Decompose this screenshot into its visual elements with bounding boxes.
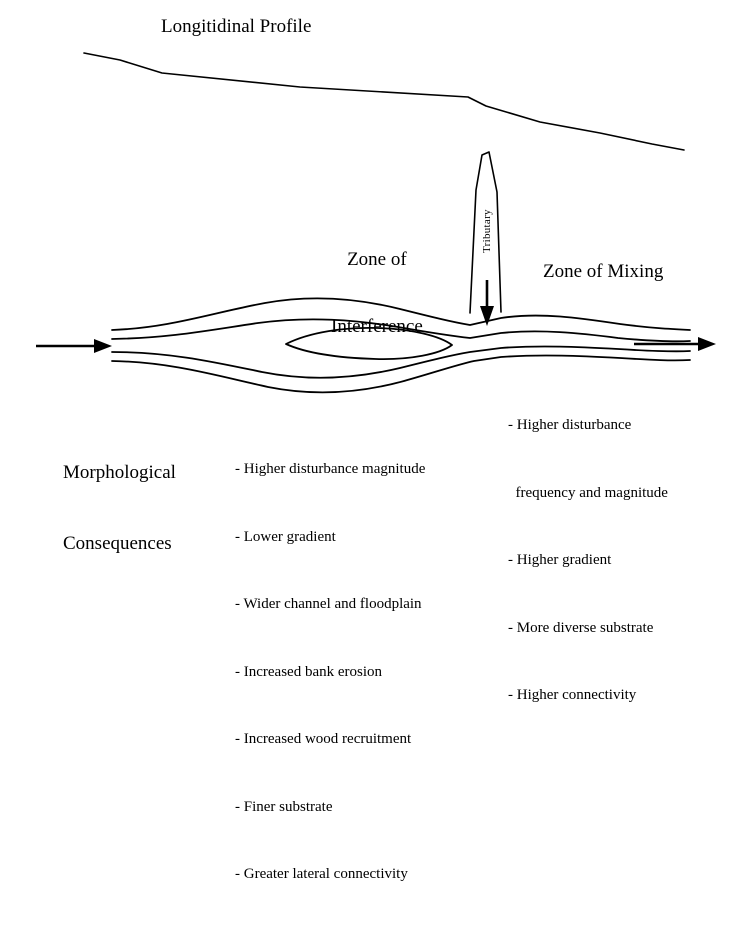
zone-of-interference-label	[331, 204, 423, 383]
inflow-arrow	[36, 339, 112, 353]
morphological-line1: Morphological	[63, 461, 176, 483]
outflow-arrow	[634, 337, 716, 351]
tributary-inflow-arrow	[480, 280, 494, 326]
longitudinal-profile-line	[84, 53, 684, 150]
list-item: - Lower gradient	[235, 528, 336, 545]
list-item: - Higher connectivity	[508, 687, 637, 703]
list-item: - Wider channel and floodplain	[235, 596, 422, 612]
list-item: - Higher gradient	[508, 552, 612, 568]
list-item: - Finer substrate	[235, 798, 333, 815]
left-consequences-list	[235, 413, 425, 931]
list-item: - More diverse substrate	[508, 619, 654, 636]
list-item: - Increased bank erosion	[235, 663, 383, 680]
tributary-label: Tributary	[481, 209, 493, 253]
right-consequences-list	[508, 369, 668, 752]
list-item: - Increased wood recruitment	[235, 731, 412, 747]
morphological-consequences-label	[63, 413, 176, 603]
morphological-line2: Consequences	[63, 532, 172, 554]
list-item: - Higher disturbance magnitude	[235, 461, 426, 477]
list-item: - Greater lateral connectivity	[235, 866, 408, 882]
zone-of-mixing-label: Zone of Mixing	[543, 261, 664, 282]
list-item: - Higher disturbance	[508, 417, 632, 433]
figure-title: Longitidinal Profile	[161, 16, 312, 37]
list-item: frequency and magnitude	[508, 484, 668, 501]
zone-of-interference-line1: Zone of	[347, 248, 407, 270]
zone-of-interference-line2: Interference	[331, 316, 423, 338]
